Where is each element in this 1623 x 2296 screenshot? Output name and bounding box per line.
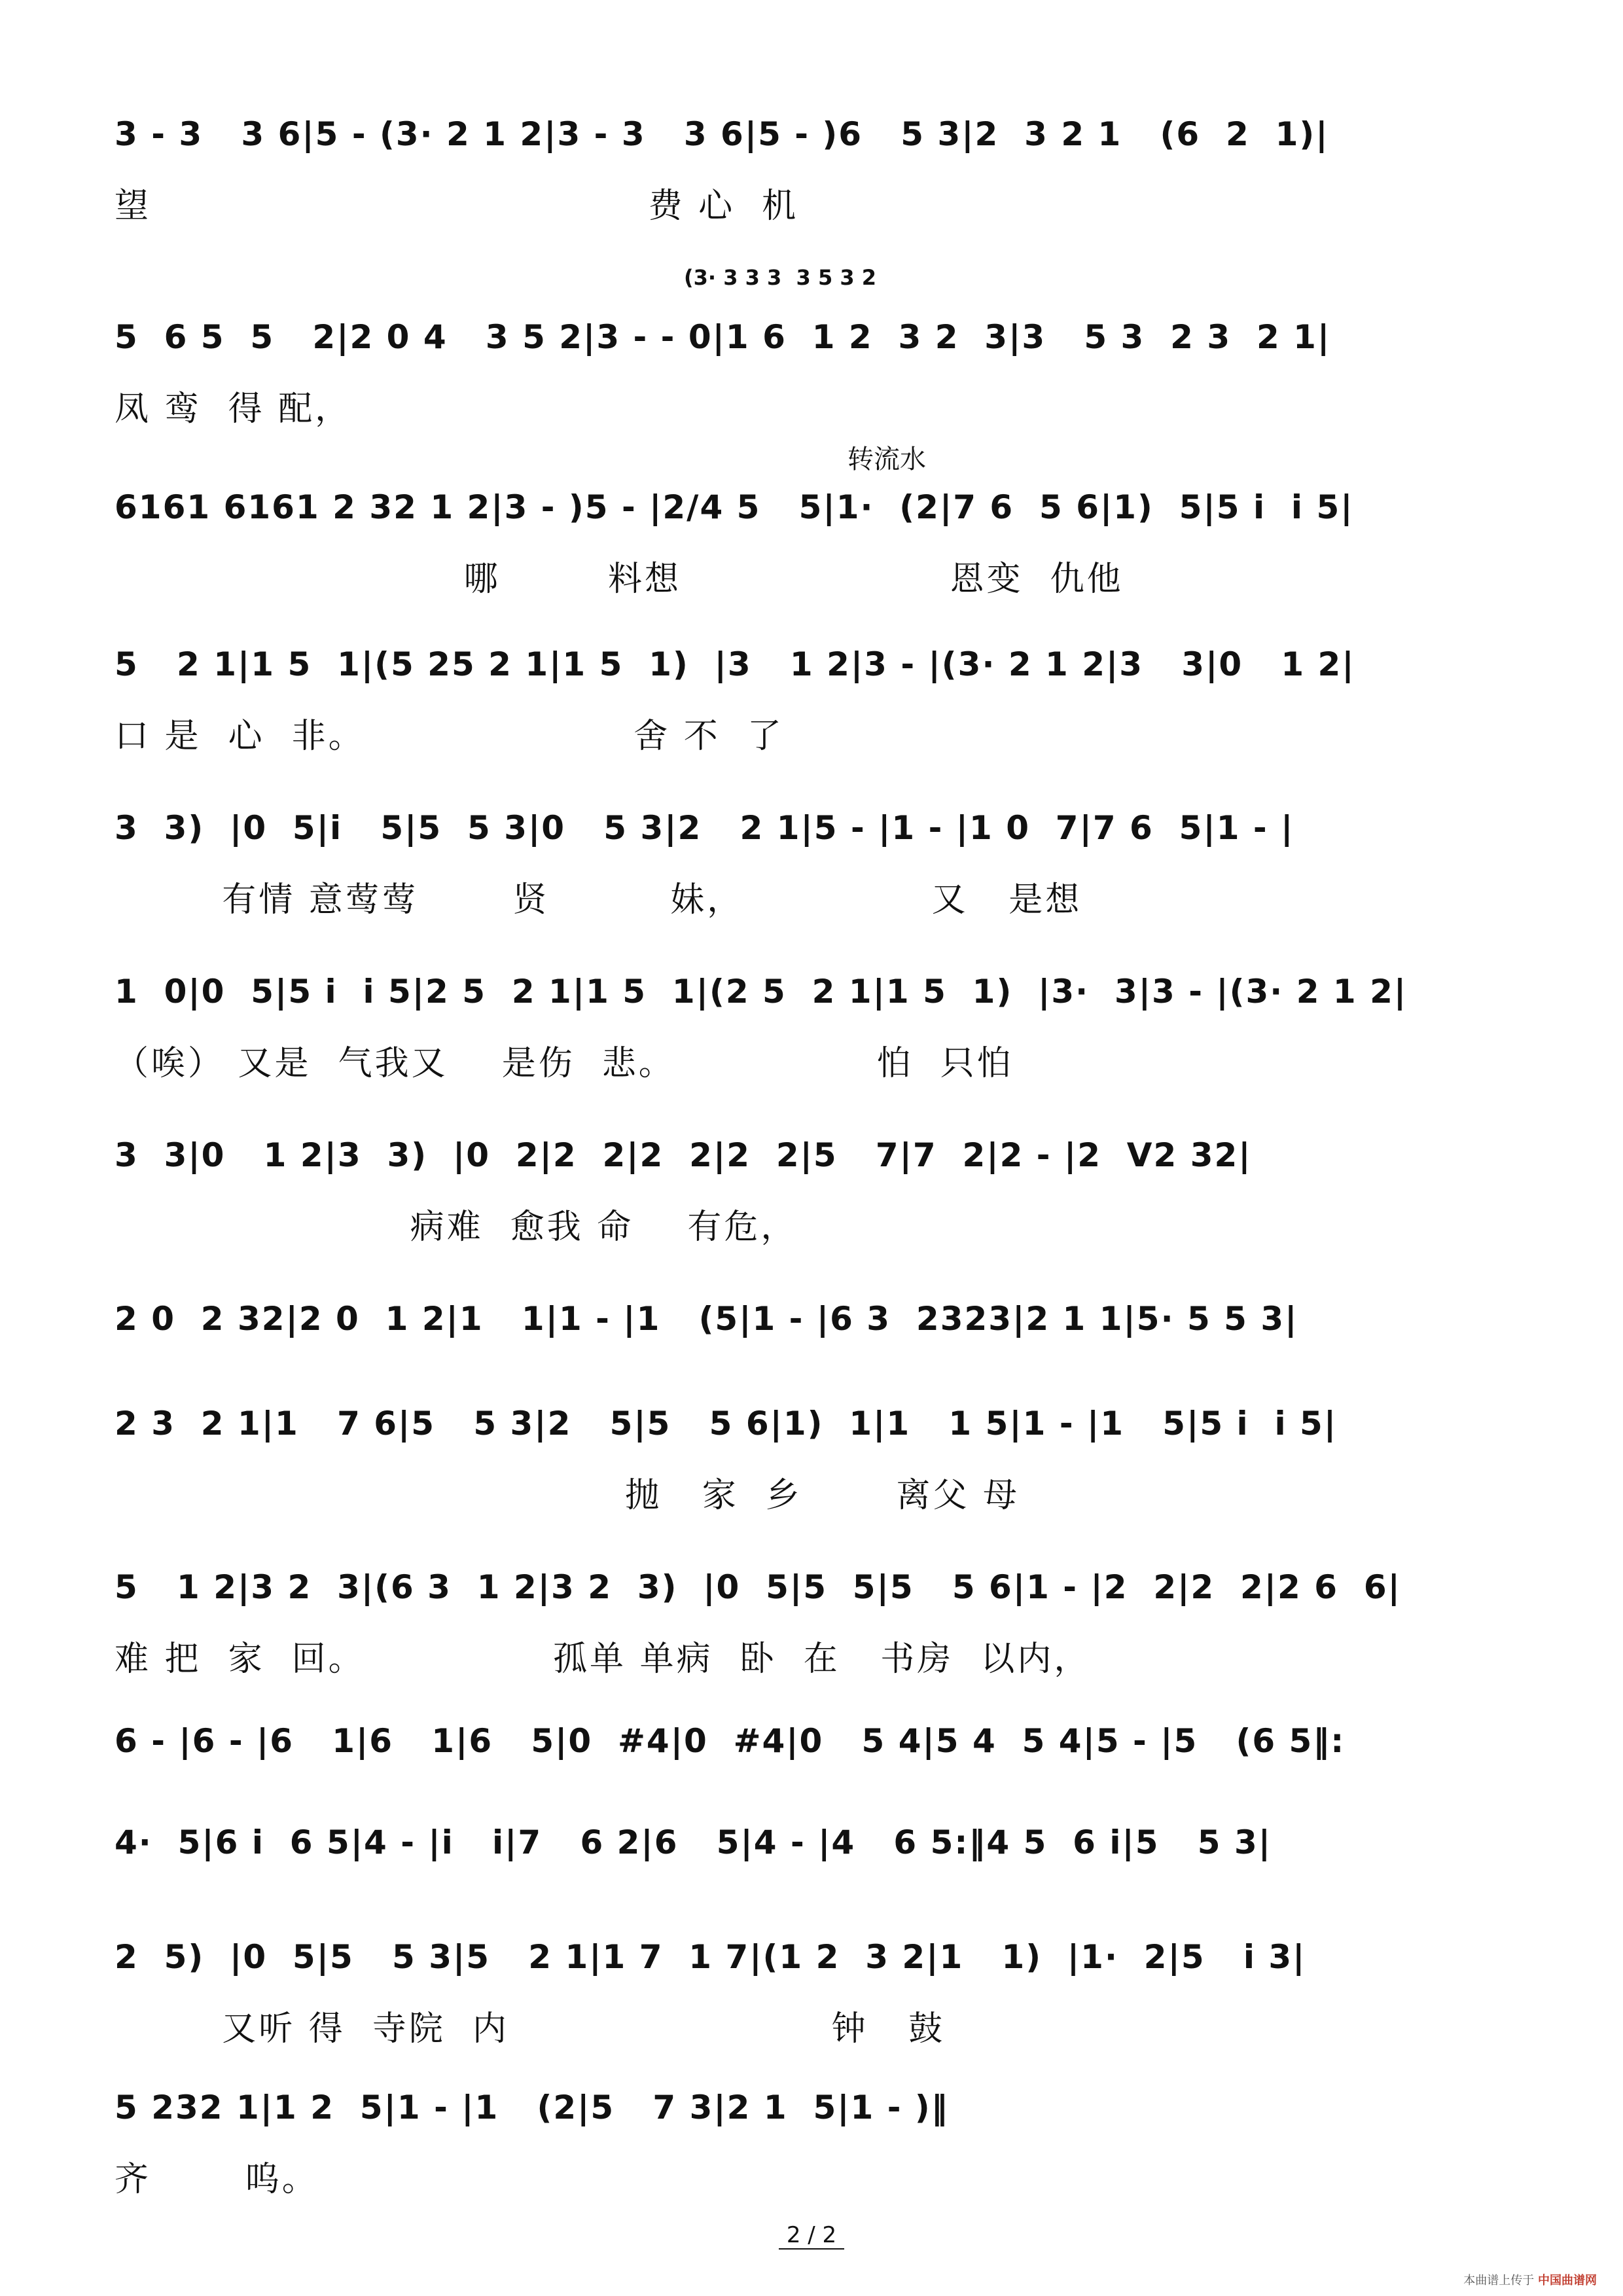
tempo-mark: 转流水 [847,444,926,475]
page-number-text: 2 / 2 [779,2222,844,2250]
lyrics-line: 哪 料想 恩变 仇他 [115,560,1124,599]
grace-notes: (3· 3 3 3 3 5 3 2 [684,265,877,290]
notes-line: 5 232 1|1 2 5|1 - |1 (2|5 7 3|2 1 5|1 - )‖ [115,2089,949,2126]
lyrics-line: 凤 鸾 得 配， [115,389,352,429]
lyrics-line: 难 把 家 回。 孤单 单病 卧 在 书房 以内， [115,1640,1091,1679]
lyrics-line: 望 费 心 机 [115,187,799,226]
lyrics-line: 病难 愈我 命 有危， [115,1208,798,1247]
notes-line: 5 6 5 5 2|2 0 4 3 5 2|3 - - 0|1 6 1 2 3 2 3|3 5 3 2 3 2 1| [115,318,1331,356]
lyrics-line: 抛 家 乡 离父 母 [115,1476,1020,1515]
notes-line: 5 2 1|1 5 1|(5 25 2 1|1 5 1) |3 1 2|3 - |(3· 2 1 2|3 3|0 1 2| [115,645,1355,683]
lyrics-line [115,1892,1515,1937]
lyrics-line: 有情 意莺莺 贤 妹， 又 是想 [115,880,1082,920]
lyrics-line: 齐 呜。 [115,2160,319,2199]
notes-line: 2 5) |0 5|5 5 3|5 2 1|1 7 1 7|(1 2 3 2|1 1) |1· 2|5 i 3| [115,1938,1306,1976]
notes-line: 3 - 3 3 6|5 - (3· 2 1 2|3 - 3 3 6|5 - )6 5 3|2 3 2 1 (6 2 1)| [115,115,1329,153]
notes-line: 4· 5|6 i 6 5|4 - |i i|7 6 2|6 5|4 - |4 6 5:‖4 5 6 i|5 5 3| [115,1823,1272,1861]
watermark-text: 本曲谱上传于 [1463,2274,1535,2287]
notes-line: 3 3) |0 5|i 5|5 5 3|0 5 3|2 2 1|5 - |1 - |1 0 7|7 6 5|1 - | [115,809,1294,847]
lyrics-line: 口 是 心 非。 舍 不 了 [115,717,784,756]
notes-line: 6 - |6 - |6 1|6 1|6 5|0 #4|0 #4|0 5 4|5 4 5 4|5 - |5 (6 5‖: [115,1722,1346,1760]
notes-line: 5 1 2|3 2 3|(6 3 1 2|3 2 3) |0 5|5 5|5 5 6|1 - |2 2|2 2|2 6 6| [115,1568,1401,1606]
watermark [1463,2271,1597,2288]
notes-line: 6161 6161 2 32 1 2|3 - )5 - |2/4 5 5|1· (2|7 6 5 6|1) 5|5 i i 5| [115,488,1354,526]
lyrics-line: （唉） 又是 气我又 是伤 悲。 怕 只怕 [115,1044,1014,1083]
notes-line: 2 3 2 1|1 7 6|5 5 3|2 5|5 5 6|1) 1|1 1 5|1 - |1 5|5 i i 5| [115,1405,1338,1443]
page-number [0,2222,1623,2248]
notes-line: 2 0 2 32|2 0 1 2|1 1|1 - |1 (5|1 - |6 3 2323|2 1 1|5· 5 5 3| [115,1300,1298,1338]
watermark-brand: 中国曲谱网 [1538,2274,1597,2287]
notes-line: 3 3|0 1 2|3 3) |0 2|2 2|2 2|2 2|5 7|7 2|2 - |2 V2 32| [115,1136,1252,1174]
lyrics-line: 又听 得 寺院 内 钟 鼓 [115,2009,946,2049]
notes-line: 1 0|0 5|5 i i 5|2 5 2 1|1 5 1|(2 5 2 1|1 5 1) |3· 3|3 - |(3· 2 1 2| [115,973,1408,1011]
